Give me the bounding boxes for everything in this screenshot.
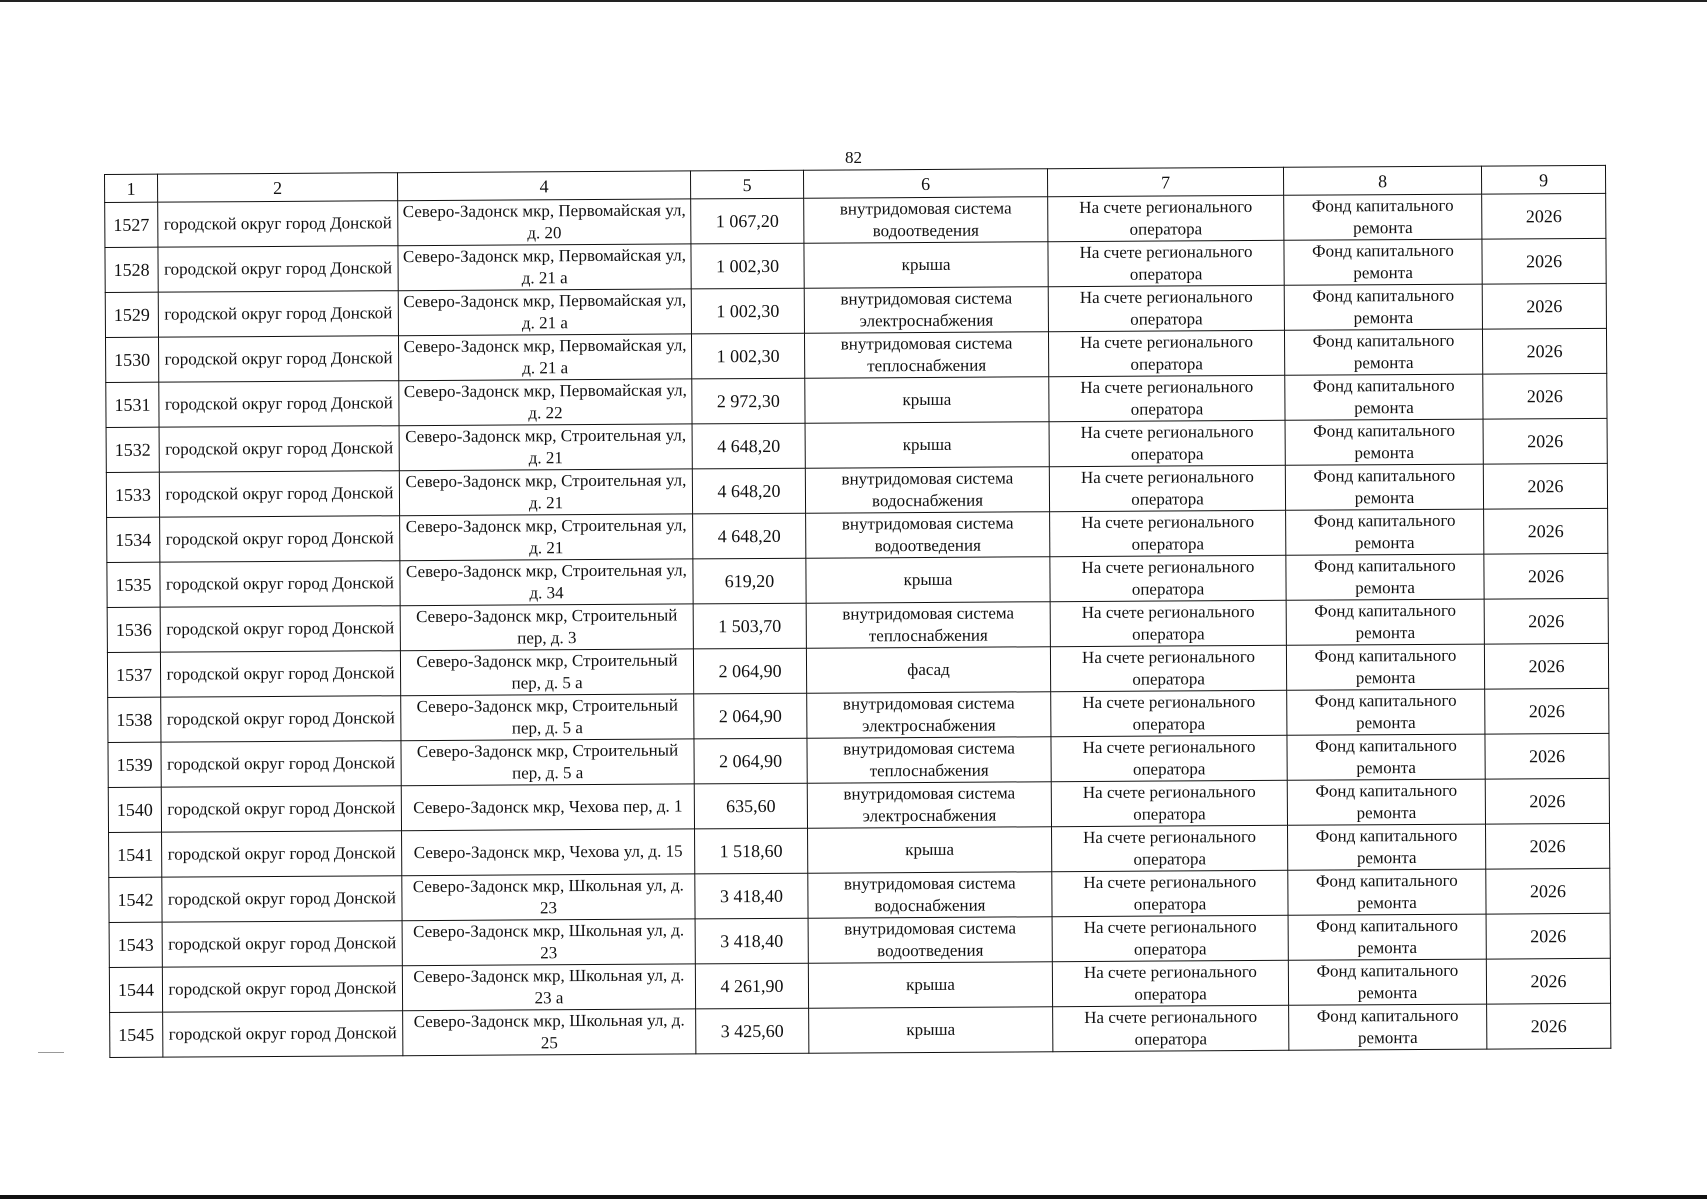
- area-cell: 4 648,20: [692, 423, 805, 469]
- repair-year-cell: 2026: [1486, 958, 1610, 1004]
- fund-account-cell: На счете регионального оператора: [1050, 645, 1286, 691]
- structural-element-cell: внутридомовая система водоотведения: [808, 917, 1052, 963]
- structural-element-cell: крыша: [808, 962, 1052, 1008]
- row-number-cell: 1529: [105, 292, 158, 337]
- column-number-header: 9: [1481, 165, 1605, 194]
- fund-account-cell: На счете регионального оператора: [1051, 690, 1287, 736]
- funding-source-cell: Фонд капитального ремонта: [1288, 824, 1486, 870]
- repair-year-cell: 2026: [1485, 778, 1609, 824]
- fund-account-cell: На счете регионального оператора: [1048, 285, 1284, 331]
- repair-year-cell: 2026: [1485, 733, 1609, 779]
- fund-account-cell: На счете регионального оператора: [1049, 465, 1285, 511]
- scan-margin-mark: [38, 1052, 64, 1053]
- fund-account-cell: На счете регионального оператора: [1048, 240, 1284, 286]
- address-cell: Северо-Задонск мкр, Первомайская ул, д. 21 а: [398, 334, 691, 381]
- area-cell: 3 418,40: [695, 873, 808, 919]
- column-number-header: 7: [1047, 167, 1283, 196]
- repair-year-cell: 2026: [1483, 463, 1607, 509]
- repair-year-cell: 2026: [1487, 1003, 1611, 1049]
- municipality-cell: городской округ город Донской: [160, 606, 400, 652]
- address-cell: Северо-Задонск мкр, Строительная ул, д. 21: [399, 469, 692, 516]
- area-cell: 1 503,70: [693, 603, 806, 649]
- municipality-cell: городской округ город Донской: [158, 201, 398, 247]
- structural-element-cell: крыша: [806, 557, 1050, 603]
- municipality-cell: городской округ город Донской: [161, 786, 401, 832]
- area-cell: 1 067,20: [691, 198, 804, 244]
- column-number-header: 5: [690, 170, 803, 199]
- repair-year-cell: 2026: [1482, 193, 1606, 239]
- funding-source-cell: Фонд капитального ремонта: [1287, 734, 1485, 780]
- fund-account-cell: На счете регионального оператора: [1048, 330, 1284, 376]
- municipality-cell: городской округ город Донской: [162, 966, 402, 1012]
- funding-source-cell: Фонд капитального ремонта: [1286, 644, 1484, 690]
- fund-account-cell: На счете регионального оператора: [1052, 960, 1288, 1006]
- address-cell: Северо-Задонск мкр, Школьная ул, д. 25: [403, 1009, 696, 1056]
- municipality-cell: городской округ город Донской: [159, 381, 399, 427]
- fund-account-cell: На счете регионального оператора: [1053, 1005, 1289, 1051]
- area-cell: 635,60: [694, 783, 807, 829]
- row-number-cell: 1541: [109, 832, 162, 877]
- address-cell: Северо-Задонск мкр, Чехова пер, д. 1: [401, 784, 694, 831]
- area-cell: 1 518,60: [695, 828, 808, 874]
- area-cell: 1 002,30: [691, 333, 804, 379]
- register-table-wrapper: [104, 165, 1611, 1058]
- municipality-cell: городской округ город Донской: [159, 426, 399, 472]
- area-cell: 1 002,30: [691, 243, 804, 289]
- funding-source-cell: Фонд капитального ремонта: [1287, 689, 1485, 735]
- municipality-cell: городской округ город Донской: [160, 516, 400, 562]
- scan-top-edge: [0, 0, 1707, 2]
- municipality-cell: городской округ город Донской: [158, 336, 398, 382]
- fund-account-cell: На счете регионального оператора: [1051, 780, 1287, 826]
- structural-element-cell: внутридомовая система водоснабжения: [808, 872, 1052, 918]
- fund-account-cell: На счете регионального оператора: [1050, 600, 1286, 646]
- row-number-cell: 1542: [109, 877, 162, 922]
- address-cell: Северо-Задонск мкр, Школьная ул, д. 23: [402, 919, 695, 966]
- funding-source-cell: Фонд капитального ремонта: [1286, 509, 1484, 555]
- address-cell: Северо-Задонск мкр, Строительный пер, д. 5 а: [401, 739, 694, 786]
- capital-repair-register-table: [104, 165, 1611, 1058]
- repair-year-cell: 2026: [1483, 373, 1607, 419]
- funding-source-cell: Фонд капитального ремонта: [1284, 239, 1482, 285]
- area-cell: 4 648,20: [692, 468, 805, 514]
- area-cell: 3 418,40: [695, 918, 808, 964]
- row-number-cell: 1537: [107, 652, 160, 697]
- repair-year-cell: 2026: [1482, 283, 1606, 329]
- municipality-cell: городской округ город Донской: [160, 651, 400, 697]
- area-cell: 2 064,90: [694, 738, 807, 784]
- column-number-header: 1: [105, 174, 158, 202]
- page-number: 82: [845, 148, 862, 167]
- municipality-cell: городской округ город Донской: [159, 471, 399, 517]
- repair-year-cell: 2026: [1483, 418, 1607, 464]
- address-cell: Северо-Задонск мкр, Первомайская ул, д. 20: [398, 199, 691, 246]
- municipality-cell: городской округ город Донской: [162, 876, 402, 922]
- row-number-cell: 1536: [107, 607, 160, 652]
- address-cell: Северо-Задонск мкр, Строительный пер, д. 3: [400, 604, 693, 651]
- area-cell: 4 648,20: [693, 513, 806, 559]
- scan-bottom-edge: [0, 1195, 1707, 1199]
- structural-element-cell: крыша: [805, 422, 1049, 468]
- column-number-header: 6: [803, 169, 1047, 198]
- structural-element-cell: внутридомовая система теплоснабжения: [804, 332, 1048, 378]
- funding-source-cell: Фонд капитального ремонта: [1288, 869, 1486, 915]
- area-cell: 619,20: [693, 558, 806, 604]
- structural-element-cell: внутридомовая система водоотведения: [806, 512, 1050, 558]
- repair-year-cell: 2026: [1484, 598, 1608, 644]
- funding-source-cell: Фонд капитального ремонта: [1286, 599, 1484, 645]
- address-cell: Северо-Задонск мкр, Первомайская ул, д. 21 а: [398, 289, 691, 336]
- address-cell: Северо-Задонск мкр, Строительный пер, д. 5 а: [400, 649, 693, 696]
- area-cell: 2 064,90: [694, 693, 807, 739]
- fund-account-cell: На счете регионального оператора: [1052, 870, 1288, 916]
- repair-year-cell: 2026: [1486, 913, 1610, 959]
- table-row: [110, 1003, 1611, 1057]
- fund-account-cell: На счете регионального оператора: [1048, 195, 1284, 241]
- repair-year-cell: 2026: [1482, 328, 1606, 374]
- structural-element-cell: внутридомовая система теплоснабжения: [807, 737, 1051, 783]
- fund-account-cell: На счете регионального оператора: [1050, 555, 1286, 601]
- row-number-cell: 1538: [108, 697, 161, 742]
- address-cell: Северо-Задонск мкр, Строительная ул, д. 21: [400, 514, 693, 561]
- row-number-cell: 1539: [108, 742, 161, 787]
- municipality-cell: городской округ город Донской: [158, 246, 398, 292]
- repair-year-cell: 2026: [1484, 643, 1608, 689]
- funding-source-cell: Фонд капитального ремонта: [1287, 779, 1485, 825]
- row-number-cell: 1528: [105, 247, 158, 292]
- structural-element-cell: фасад: [806, 647, 1050, 693]
- repair-year-cell: 2026: [1482, 238, 1606, 284]
- funding-source-cell: Фонд капитального ремонта: [1288, 914, 1486, 960]
- area-cell: 2 972,30: [692, 378, 805, 424]
- structural-element-cell: внутридомовая система электроснабжения: [807, 692, 1051, 738]
- municipality-cell: городской округ город Донской: [160, 561, 400, 607]
- address-cell: Северо-Задонск мкр, Чехова ул, д. 15: [402, 829, 695, 876]
- municipality-cell: городской округ город Донской: [158, 291, 398, 337]
- repair-year-cell: 2026: [1485, 688, 1609, 734]
- structural-element-cell: внутридомовая система электроснабжения: [804, 287, 1048, 333]
- municipality-cell: городской округ город Донской: [162, 921, 402, 967]
- address-cell: Северо-Задонск мкр, Школьная ул, д. 23 а: [402, 964, 695, 1011]
- repair-year-cell: 2026: [1484, 553, 1608, 599]
- fund-account-cell: На счете регионального оператора: [1049, 420, 1285, 466]
- fund-account-cell: На счете регионального оператора: [1049, 375, 1285, 421]
- funding-source-cell: Фонд капитального ремонта: [1284, 329, 1482, 375]
- address-cell: Северо-Задонск мкр, Строительный пер, д. 5 а: [401, 694, 694, 741]
- funding-source-cell: Фонд капитального ремонта: [1288, 959, 1486, 1005]
- row-number-cell: 1535: [107, 562, 160, 607]
- structural-element-cell: крыша: [804, 242, 1048, 288]
- funding-source-cell: Фонд капитального ремонта: [1285, 464, 1483, 510]
- fund-account-cell: На счете регионального оператора: [1051, 735, 1287, 781]
- address-cell: Северо-Задонск мкр, Школьная ул, д. 23: [402, 874, 695, 921]
- area-cell: 2 064,90: [693, 648, 806, 694]
- structural-element-cell: крыша: [808, 827, 1052, 873]
- structural-element-cell: внутридомовая система теплоснабжения: [806, 602, 1050, 648]
- funding-source-cell: Фонд капитального ремонта: [1289, 1004, 1487, 1050]
- column-number-header: 8: [1283, 166, 1481, 195]
- area-cell: 1 002,30: [691, 288, 804, 334]
- row-number-cell: 1545: [110, 1012, 163, 1057]
- column-number-header: 4: [397, 171, 690, 201]
- row-number-cell: 1534: [107, 517, 160, 562]
- municipality-cell: городской округ город Донской: [163, 1011, 403, 1057]
- address-cell: Северо-Задонск мкр, Строительная ул, д. 21: [399, 424, 692, 471]
- fund-account-cell: На счете регионального оператора: [1052, 825, 1288, 871]
- municipality-cell: городской округ город Донской: [161, 741, 401, 787]
- funding-source-cell: Фонд капитального ремонта: [1285, 419, 1483, 465]
- structural-element-cell: внутридомовая система электроснабжения: [807, 782, 1051, 828]
- row-number-cell: 1530: [105, 337, 158, 382]
- repair-year-cell: 2026: [1484, 508, 1608, 554]
- row-number-cell: 1527: [105, 202, 158, 247]
- repair-year-cell: 2026: [1485, 823, 1609, 869]
- column-number-header: 2: [158, 173, 398, 202]
- municipality-cell: городской округ город Донской: [162, 831, 402, 877]
- row-number-cell: 1540: [108, 787, 161, 832]
- address-cell: Северо-Задонск мкр, Строительная ул, д. 34: [400, 559, 693, 606]
- row-number-cell: 1531: [106, 382, 159, 427]
- structural-element-cell: внутридомовая система водоотведения: [804, 197, 1048, 243]
- row-number-cell: 1533: [106, 472, 159, 517]
- municipality-cell: городской округ город Донской: [161, 696, 401, 742]
- row-number-cell: 1543: [109, 922, 162, 967]
- area-cell: 3 425,60: [696, 1008, 809, 1054]
- funding-source-cell: Фонд капитального ремонта: [1286, 554, 1484, 600]
- address-cell: Северо-Задонск мкр, Первомайская ул, д. 21 а: [398, 244, 691, 291]
- fund-account-cell: На счете регионального оператора: [1050, 510, 1286, 556]
- area-cell: 4 261,90: [695, 963, 808, 1009]
- funding-source-cell: Фонд капитального ремонта: [1284, 194, 1482, 240]
- fund-account-cell: На счете регионального оператора: [1052, 915, 1288, 961]
- funding-source-cell: Фонд капитального ремонта: [1284, 284, 1482, 330]
- repair-year-cell: 2026: [1486, 868, 1610, 914]
- table-body: [105, 165, 1611, 1057]
- structural-element-cell: крыша: [805, 377, 1049, 423]
- row-number-cell: 1532: [106, 427, 159, 472]
- structural-element-cell: внутридомовая система водоснабжения: [805, 467, 1049, 513]
- address-cell: Северо-Задонск мкр, Первомайская ул, д. 22: [399, 379, 692, 426]
- structural-element-cell: крыша: [809, 1007, 1053, 1053]
- funding-source-cell: Фонд капитального ремонта: [1285, 374, 1483, 420]
- row-number-cell: 1544: [109, 967, 162, 1012]
